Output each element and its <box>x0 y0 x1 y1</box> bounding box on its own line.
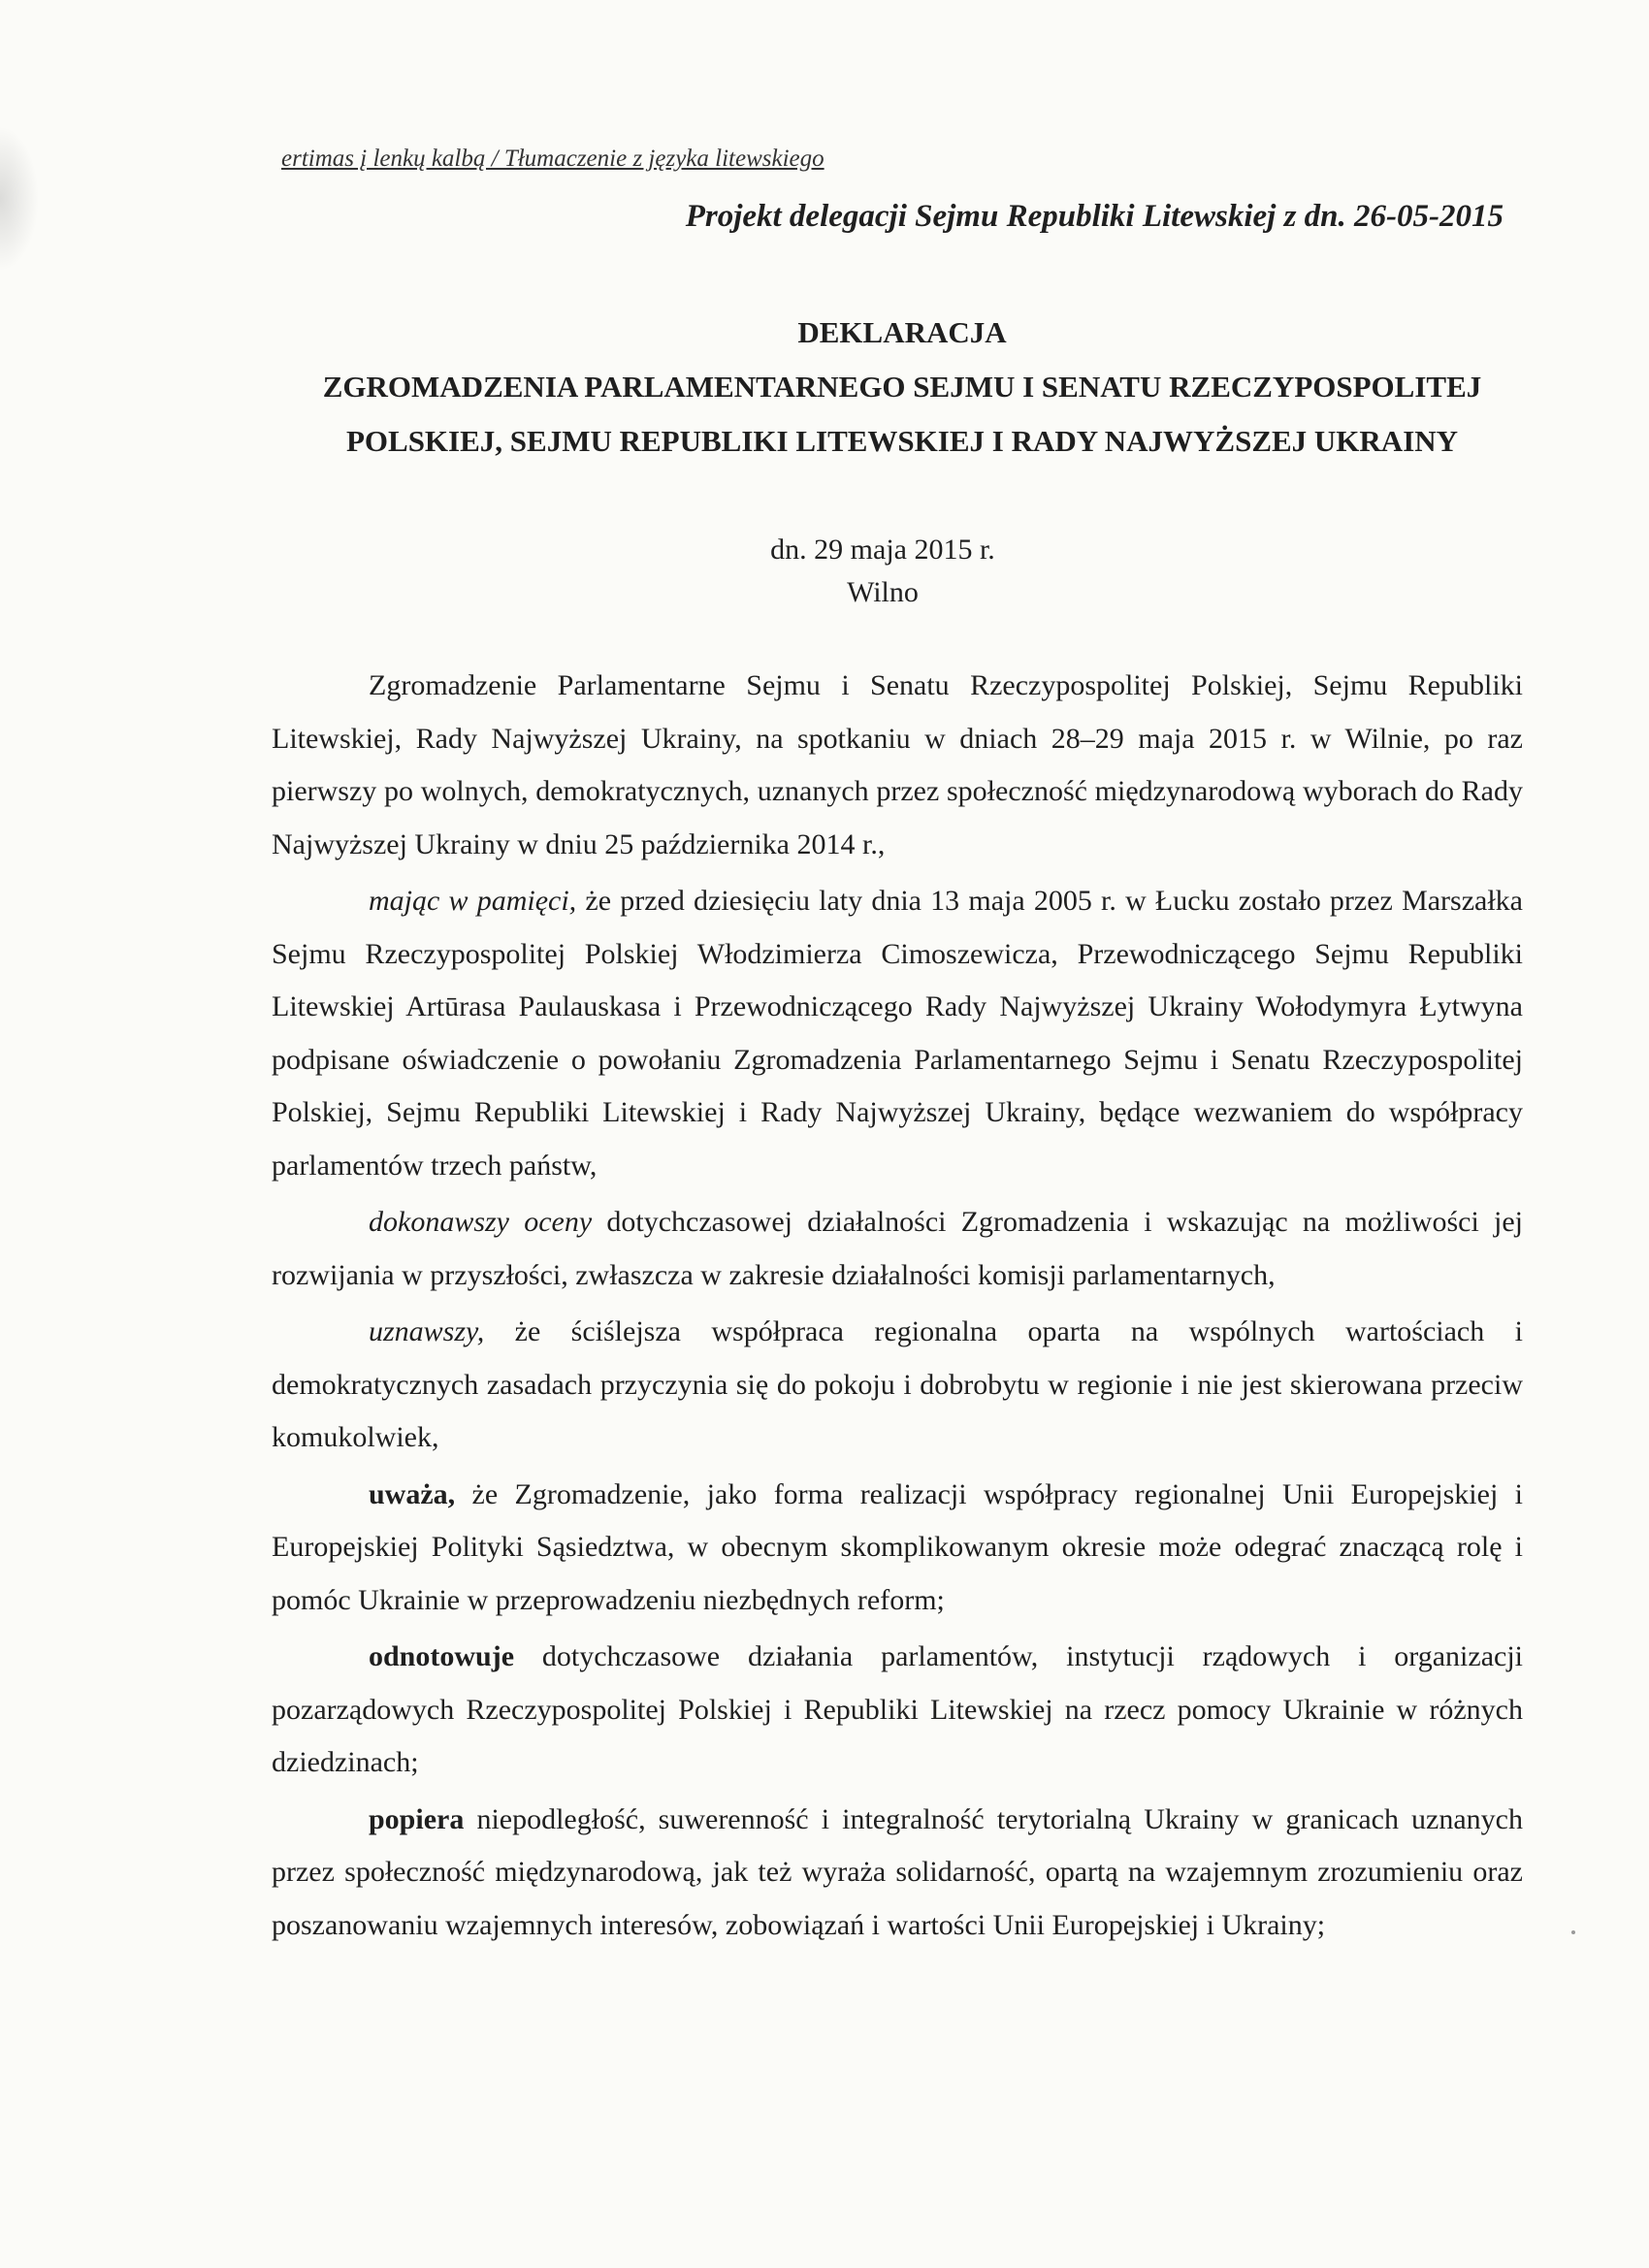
document-place: Wilno <box>847 576 919 608</box>
paragraph-lead: uważa, <box>369 1477 456 1510</box>
paragraph-text: dotychczasowe działania parlamentów, instytucji rządowych i organizacji pozarządowych Rzeczypospolitej Polskiej i Republiki Litewskiej na rzecz pomocy Ukrainie w różnych dziedzinach; <box>272 1640 1523 1778</box>
paragraph-text: że przed dziesięciu laty dnia 13 maja 2005 r. w Łucku zostało przez Marszałka Sejmu Rzeczypospolitej Polskiej Włodzimierza Cimoszewicza, Przewodniczącego Sejmu Republiki Litewskiej Artūrasa Paulauskasa i Przewodniczącego Rady Najwyższej Ukrainy Wołodymyra Łytwyna podpisane oświadczenie o powołaniu Zgromadzenia Parlamentarnego Sejmu i Senatu Rzeczypospolitej Polskiej, Sejmu Republiki Litewskiej i Rady Najwyższej Ukrainy, będące wezwaniem do współpracy parlamentów trzech państw, <box>272 885 1523 1182</box>
paragraph-lead: dokonawszy oceny <box>369 1206 593 1238</box>
paragraph <box>272 1794 1523 1953</box>
paragraph-text: dotychczasowej działalności Zgromadzenia i wskazując na możliwości jej rozwijania w przyszłości, zwłaszcza w zakresie działalności komisji parlamentarnych, <box>272 1206 1523 1291</box>
title-line-1: DEKLARACJA <box>797 315 1007 349</box>
scan-speck <box>1571 1930 1575 1934</box>
paragraph-lead: uznawszy, <box>369 1315 485 1347</box>
paragraph-lead: popiera <box>369 1802 465 1835</box>
translation-note: ertimas į lenkų kalbą / Tłumaczenie z języka litewskiego <box>281 146 824 172</box>
document-date: dn. 29 maja 2015 r. <box>770 534 995 566</box>
paragraph <box>272 875 1523 1192</box>
paragraph-text: Zgromadzenie Parlamentarne Sejmu i Senatu Rzeczypospolitej Polskiej, Sejmu Republiki Litewskiej, Rady Najwyższej Ukrainy, na spotkaniu w dniach 28–29 maja 2015 r. w Wilnie, po raz pierwszy po wolnych, demokratycznych, uznanych przez społeczność międzynarodową wyborach do Rady Najwyższej Ukrainy w dniu 25 października 2014 r., <box>272 669 1523 860</box>
title-line-3: POLSKIEJ, SEJMU REPUBLIKI LITEWSKIEJ I RADY NAJWYŻSZEJ UKRAINY <box>345 424 1459 458</box>
date-place-block <box>592 529 1174 614</box>
declaration-body <box>272 660 1523 1952</box>
project-line: Projekt delegacji Sejmu Republiki Litewskiej z dn. 26-05-2015 <box>685 199 1504 234</box>
paragraph <box>272 660 1523 871</box>
paragraph-text: że ściślejsza współpraca regionalna oparta na wspólnych wartościach i demokratycznych zasadach przyczynia się do pokoju i dobrobytu w regionie i nie jest skierowana przeciw komukolwiek, <box>272 1315 1523 1453</box>
title-line-2: ZGROMADZENIA PARLAMENTARNEGO SEJMU I SENATU RZECZYPOSPOLITEJ <box>322 370 1482 404</box>
paragraph-text: że Zgromadzenie, jako forma realizacji współpracy regionalnej Unii Europejskiej i Europejskiej Polityki Sąsiedztwa, w obecnym skomplikowanym okresie może odegrać znaczącą rolę i pomóc Ukrainie w przeprowadzeniu niezbędnych reform; <box>272 1477 1523 1616</box>
paragraph-lead: odnotowuje <box>369 1640 515 1672</box>
paragraph-lead: mając w pamięci, <box>369 885 577 917</box>
paragraph <box>272 1196 1523 1302</box>
paragraph <box>272 1306 1523 1465</box>
document-title <box>223 306 1581 469</box>
paragraph-text: niepodległość, suwerenność i integralność terytorialną Ukrainy w granicach uznanych przez społeczność międzynarodową, jak też wyraża solidarność, opartą na wzajemnym zrozumieniu oraz poszanowaniu wzajemnych interesów, zobowiązań i wartości Unii Europejskiej i Ukrainy; <box>272 1802 1523 1941</box>
scan-edge-shadow <box>0 126 39 272</box>
paragraph <box>272 1631 1523 1790</box>
paragraph <box>272 1469 1523 1628</box>
